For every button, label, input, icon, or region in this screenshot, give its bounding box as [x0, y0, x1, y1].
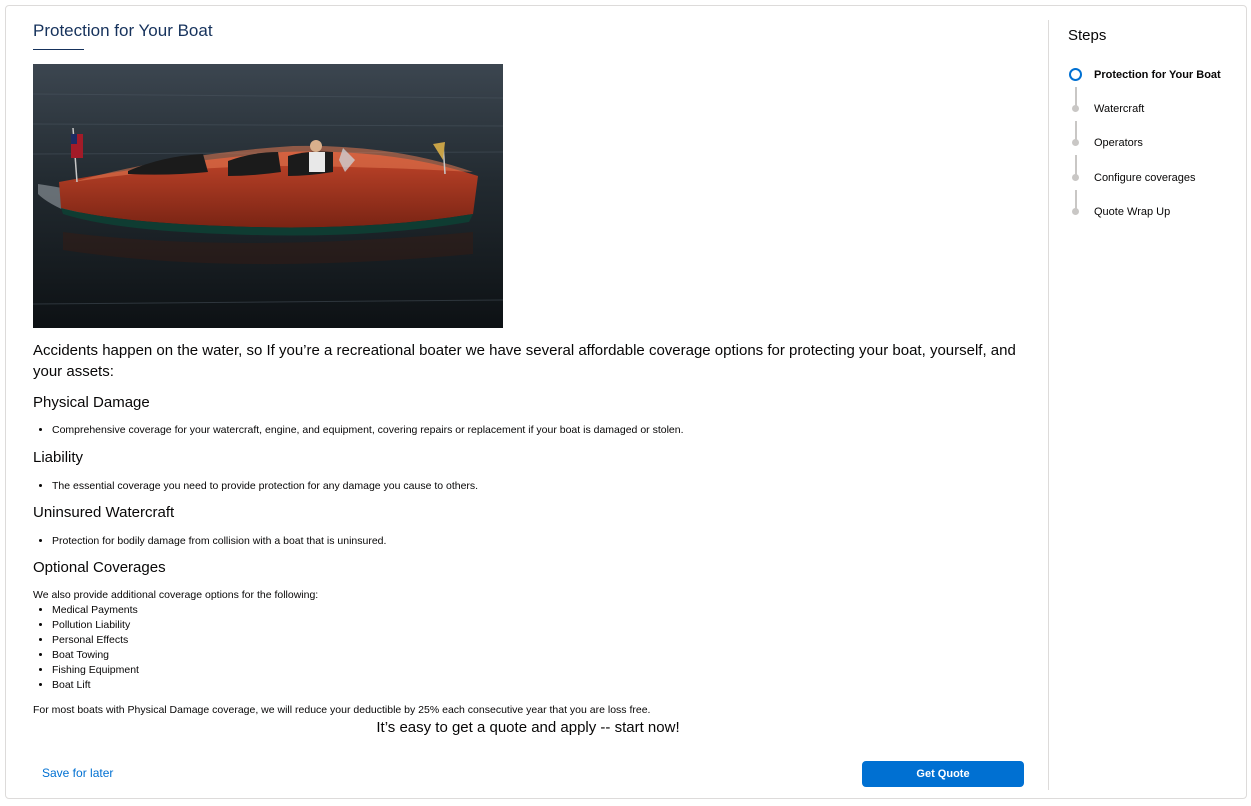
section-heading-optional-coverages: Optional Coverages — [33, 559, 166, 576]
intro-text: Accidents happen on the water, so If you’re a recreational boater we have several affordable coverage options for protecting your boat, yourself, and your assets: — [33, 342, 1016, 380]
step-label: Quote Wrap Up — [1094, 206, 1171, 218]
get-quote-button[interactable]: Get Quote — [862, 761, 1024, 787]
pending-step-icon — [1072, 105, 1079, 112]
deductible-note: For most boats with Physical Damage coverage, we will reduce your deductible by 25% each consecutive year that you are loss free. — [33, 704, 651, 716]
step-label: Watercraft — [1094, 103, 1145, 115]
save-for-later-link[interactable]: Save for later — [42, 766, 114, 780]
list-item: • Pollution Liability — [52, 618, 139, 633]
physical-damage-list — [33, 423, 684, 438]
liability-list — [33, 479, 478, 494]
list-item: • The essential coverage you need to provide protection for any damage you cause to others. — [52, 479, 478, 494]
list-item: • Boat Towing — [52, 648, 139, 663]
boat-photo — [33, 64, 503, 328]
section-heading-physical-damage: Physical Damage — [33, 394, 150, 411]
steps-title: Steps — [1068, 27, 1107, 44]
pending-step-icon — [1072, 139, 1079, 146]
list-item: • Fishing Equipment — [52, 663, 139, 678]
optional-intro: We also provide additional coverage options for the following: — [33, 589, 319, 601]
list-item: • Boat Lift — [52, 678, 139, 693]
list-item: • Protection for bodily damage from collision with a boat that is uninsured. — [52, 534, 386, 549]
call-to-action: It’s easy to get a quote and apply -- start now! — [376, 719, 680, 736]
title-underline — [33, 49, 84, 50]
pending-step-icon — [1072, 174, 1079, 181]
section-heading-uninsured-watercraft: Uninsured Watercraft — [33, 504, 175, 521]
sidebar-divider — [1048, 20, 1049, 790]
optional-coverage-list — [33, 603, 139, 693]
list-item: • Personal Effects — [52, 633, 139, 648]
step-label: Operators — [1094, 137, 1143, 149]
list-item: • Comprehensive coverage for your watercraft, engine, and equipment, covering repairs or replacement if your boat is damaged or stolen. — [52, 423, 684, 438]
step-label: Configure coverages — [1094, 172, 1196, 184]
active-step-icon — [1069, 68, 1082, 81]
page-title: Protection for Your Boat — [33, 21, 213, 40]
content-area — [33, 6, 1033, 798]
list-item: • Medical Payments — [52, 603, 139, 618]
pending-step-icon — [1072, 208, 1079, 215]
section-heading-liability: Liability — [33, 449, 84, 466]
main-card — [5, 5, 1247, 799]
uninsured-watercraft-list — [33, 534, 386, 549]
step-label: Protection for Your Boat — [1094, 69, 1221, 81]
